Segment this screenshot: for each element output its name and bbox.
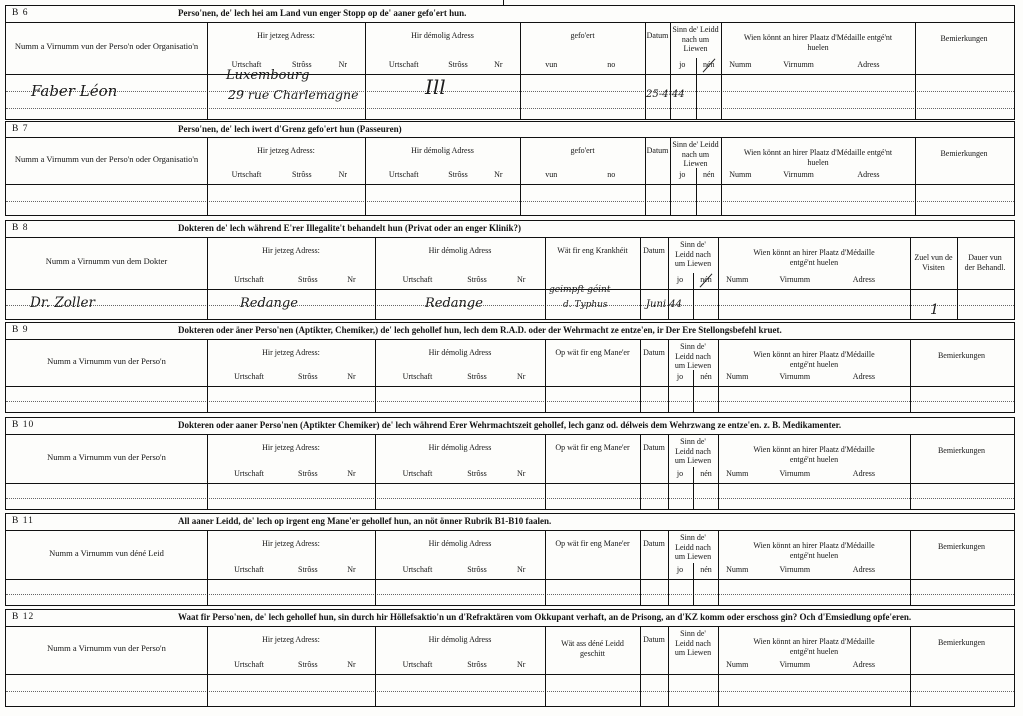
form-row-line [6, 108, 1014, 109]
column-label: Datum [646, 31, 669, 40]
header-divider [6, 579, 1014, 580]
column-label: Sinn de' Leidd nach um Liewen [674, 342, 712, 370]
column-label: Zuel vun de Visiten [914, 253, 953, 272]
alive-yes-no-divider [696, 58, 697, 119]
column-sublabel: Adress [852, 275, 876, 284]
column-header-duration [957, 237, 1013, 289]
column-sublabel: Urtschaft [231, 60, 262, 69]
column-sublabel: Strôss [467, 660, 487, 669]
form-row-line [6, 691, 1014, 692]
form-section-b7 [5, 121, 1015, 216]
column-sublabel: Virnumm [779, 275, 811, 284]
handwritten-name: Faber Léon [31, 82, 118, 100]
column-header-remarks [915, 137, 1013, 184]
handwritten-illness: d. Typhus [563, 300, 608, 310]
column-sublabel: Strôss [298, 469, 318, 478]
column-sublabel: Adress [852, 660, 876, 669]
column-header-medal-recipient [718, 237, 910, 289]
column-header-date [645, 137, 670, 184]
column-label: Hir démolig Adress [411, 146, 474, 155]
handwritten-former-address: Redange [425, 296, 483, 311]
section-code: B 7 [12, 124, 29, 134]
alive-yes-no-divider [696, 168, 697, 215]
form-row-line [6, 498, 1014, 499]
column-header-remarks [910, 530, 1013, 579]
column-sublabel: Nr [347, 469, 356, 478]
column-label: Bemierkungen [937, 638, 986, 647]
column-header-medal-recipient [721, 137, 915, 184]
column-label: Hir démolig Adress [428, 539, 492, 548]
column-sublabel: Virnumm [779, 565, 811, 574]
section-code: B 12 [12, 612, 35, 622]
column-label: Wät fir eng Krankhéit [557, 246, 628, 255]
form-row-line [6, 401, 1014, 402]
column-label: Sinn de' Leidd nach um Liewen [674, 437, 712, 465]
column-sublabel: Nr [494, 170, 503, 179]
header-divider [6, 289, 1014, 290]
column-label: Wien könnt an hirer Plaatz d'Médaille entgé'nt huelen [753, 248, 875, 267]
header-divider [6, 184, 1014, 185]
column-sublabel: jo [676, 565, 684, 574]
column-sublabel: Numm [726, 565, 749, 574]
column-sublabel: Urtschaft [234, 469, 264, 478]
column-sublabel: vun [545, 60, 558, 69]
column-sublabel: Nr [516, 660, 526, 669]
column-sublabel: jo [676, 275, 684, 284]
column-sublabel: Urtschaft [402, 469, 433, 478]
handwritten-date: 25-4-44 [646, 89, 685, 100]
column-sublabel: jo [679, 60, 686, 69]
column-sublabel: Nr [516, 469, 526, 478]
column-header-current-address [207, 22, 365, 74]
column-label: Wien könnt an hirer Plaatz d'Médaille entgé'nt huelen [753, 445, 875, 464]
section-code: B 8 [12, 223, 29, 233]
alive-yes-no-divider [693, 563, 694, 605]
column-sublabel: jo [676, 469, 684, 478]
alive-yes-no-divider [693, 273, 694, 319]
column-sublabel: no [607, 170, 616, 179]
form-row-line [6, 594, 1014, 595]
column-header-name [6, 530, 207, 579]
column-label: Sinn de' Leidd nach um Liewen [674, 629, 712, 657]
column-label: Op wät fir eng Mane'er [555, 443, 630, 452]
column-header-former-address [365, 22, 520, 74]
column-label: Dauer vun der Behandl. [964, 253, 1006, 272]
column-header-remarks [910, 434, 1013, 483]
column-header-name [6, 339, 207, 386]
section-code: B 10 [12, 420, 35, 430]
column-sublabel: Numm [729, 170, 752, 179]
column-header-medal-recipient [718, 530, 910, 579]
column-sublabel: Nr [347, 372, 356, 381]
column-label: Hir jetzeg Adress: [257, 31, 315, 40]
column-sublabel: Urtschaft [402, 372, 433, 381]
column-header-medal-recipient [718, 626, 910, 674]
column-label: Datum [643, 348, 665, 357]
column-header-date [640, 237, 668, 289]
handwritten-illness: geimpft géint [549, 285, 611, 295]
column-header-alive [668, 626, 718, 674]
column-header-name [6, 137, 207, 184]
column-header-former-address [375, 626, 545, 674]
section-title: Perso'nen, de' lech hei am Land vun enger Stopp op de' aaner gefo'ert hun. [178, 8, 467, 18]
column-header-date [645, 22, 670, 74]
column-header-medal-recipient [721, 22, 915, 74]
form-section-b11 [5, 513, 1015, 606]
column-header-name [6, 22, 207, 74]
column-sublabel: Strôss [298, 372, 318, 381]
column-header-name [6, 237, 207, 289]
column-header-date [640, 530, 668, 579]
column-label: Wien könnt an hirer Plaatz d'Médaille entgé'nt huelen [753, 541, 875, 560]
column-sublabel: Adress [857, 60, 880, 69]
column-label: Wien könnt an hirer Plaatz d'Médaille entgé'nt huelen [753, 350, 875, 369]
column-label: Datum [643, 635, 665, 644]
column-sublabel: Strôss [467, 275, 487, 284]
column-sublabel: Numm [726, 372, 749, 381]
section-code: B 11 [12, 516, 34, 526]
column-sublabel: Adress [852, 469, 876, 478]
column-label: Bemierkungen [937, 446, 986, 455]
column-header-date [640, 339, 668, 386]
column-label: Bemierkungen [937, 351, 986, 360]
column-sublabel: Nr [494, 60, 503, 69]
column-header-former-address [375, 434, 545, 483]
column-sublabel: Urtschaft [234, 660, 264, 669]
column-sublabel: jo [676, 372, 684, 381]
column-header-remarks [910, 339, 1013, 386]
section-code: B 9 [12, 325, 29, 335]
column-header-former-address [365, 137, 520, 184]
column-label: Bemierkungen [937, 542, 986, 551]
column-label: Numm a Virnumm vun der Perso'n [47, 451, 166, 462]
column-label: Wien könnt an hirer Plaatz d'Médaille entgé'nt huelen [743, 148, 893, 167]
column-label: Sinn de' Leidd nach um Liewen [672, 25, 719, 53]
column-sublabel: Virnumm [779, 660, 811, 669]
column-label: Datum [643, 443, 665, 452]
column-header-manner [545, 530, 640, 579]
column-sublabel: Numm [726, 469, 749, 478]
section-code: B 6 [12, 8, 29, 18]
section-title: Dokteren oder aaner Perso'nen (Aptikter Chemiker) de' lech während Erer Wehrmachtszeit gehollef, lech ganz od. délweis dem Wehrzwang ze entze'en. z. B. Medikamenter. [178, 420, 842, 430]
column-sublabel: jo [679, 170, 686, 179]
column-label: Numm a Virnumm vun der Perso'n [47, 355, 166, 366]
column-label: Hir jetzeg Adress: [262, 348, 320, 357]
column-sublabel: Adress [852, 565, 876, 574]
column-label: Wät ass déné Leidd geschitt [561, 639, 624, 658]
alive-yes-no-divider [693, 370, 694, 412]
column-label: Sinn de' Leidd nach um Liewen [672, 140, 719, 168]
column-label: Hir jetzeg Adress: [262, 635, 320, 644]
column-header-illness [545, 237, 640, 289]
column-sublabel: Numm [726, 275, 749, 284]
column-sublabel: Urtschaft [234, 565, 264, 574]
column-label: Hir jetzeg Adress: [262, 539, 320, 548]
column-sublabel: Urtschaft [388, 60, 419, 69]
handwritten-name: Dr. Zoller [30, 295, 95, 311]
column-sublabel: Nr [516, 275, 526, 284]
column-header-former-address [375, 339, 545, 386]
column-header-former-address [375, 237, 545, 289]
column-label: Op wät fir eng Mane'er [555, 348, 630, 357]
column-label: Datum [646, 146, 669, 155]
section-title: All aaner Leidd, de' lech op irgent eng Mane'er gehollef hun, an nöt önner Rubrik B1-B10 faalen. [178, 516, 552, 526]
column-label: Numm a Virnumm vun der Perso'n oder Organisatio'n [14, 41, 199, 51]
column-header-visits [910, 237, 957, 289]
column-sublabel: no [607, 60, 616, 69]
column-sublabel: Urtschaft [234, 372, 264, 381]
column-sublabel: Strôss [448, 60, 468, 69]
form-row-line [6, 201, 1014, 202]
form-section-b8 [5, 220, 1015, 320]
column-sublabel: Virnumm [779, 469, 811, 478]
column-sublabel: Nr [516, 372, 526, 381]
section-title: Dokteren oder äner Perso'nen (Aptikter, Chemiker,) de' lech gehollef hun, lech dem R.A.D. oder der Wehrmacht ze entze'en, ir Der Ere Stellongsbefehl kruet. [178, 325, 782, 335]
column-sublabel: Nr [516, 565, 526, 574]
form-section-b9 [5, 322, 1015, 413]
column-header-transported [520, 137, 645, 184]
column-header-name [6, 434, 207, 483]
handwritten-visits: 1 [930, 302, 939, 318]
column-label: Hir jetzeg Adress: [262, 246, 320, 255]
column-sublabel: Strôss [448, 170, 468, 179]
column-sublabel: nén [702, 60, 715, 69]
column-sublabel: Strôss [298, 275, 318, 284]
column-sublabel: Strôss [467, 469, 487, 478]
column-header-current-address [207, 137, 365, 184]
column-label: Hir démolig Adress [428, 635, 492, 644]
column-header-current-address [207, 237, 375, 289]
form-section-b6 [5, 5, 1015, 120]
column-sublabel: Strôss [467, 372, 487, 381]
column-label: Numm a Virnumm vun der Perso'n oder Organisatio'n [14, 153, 199, 164]
column-sublabel: Urtschaft [231, 170, 262, 179]
form-row-line [6, 91, 1014, 92]
column-sublabel: Strôss [467, 565, 487, 574]
column-sublabel: Nr [347, 275, 356, 284]
column-header-name [6, 626, 207, 674]
header-divider [6, 674, 1014, 675]
column-label: Datum [643, 246, 665, 255]
column-label: Numm a Virnumm vun dem Dokter [45, 256, 168, 266]
handwritten-current-address: Luxembourg [226, 68, 310, 83]
column-sublabel: Strôss [292, 170, 312, 179]
column-label: Op wät fir eng Mane'er [555, 539, 630, 548]
column-sublabel: Virnumm [783, 170, 814, 179]
column-label: Numm a Virnumm vun der Perso'n [47, 643, 166, 653]
column-header-date [640, 434, 668, 483]
column-sublabel: Urtschaft [402, 660, 433, 669]
column-header-current-address [207, 434, 375, 483]
column-sublabel: Urtschaft [234, 275, 264, 284]
column-sublabel: Numm [729, 60, 752, 69]
column-sublabel: Strôss [298, 565, 318, 574]
column-label: Sinn de' Leidd nach um Liewen [674, 533, 712, 561]
header-divider [6, 74, 1014, 75]
column-label: Sinn de' Leidd nach um Liewen [674, 240, 712, 268]
form-section-b12 [5, 609, 1015, 707]
column-sublabel: nén [700, 565, 712, 574]
column-label: Wien könnt an hirer Plaatz d'Médaille entgé'nt huelen [753, 637, 875, 656]
column-sublabel: Nr [338, 170, 348, 179]
header-divider [6, 386, 1014, 387]
column-label: Hir démolig Adress [428, 443, 492, 452]
alive-yes-no-divider [693, 467, 694, 509]
section-title: Dokteren de' lech während E'rer Illegalite't behandelt hun (Privat oder an enger Klinik?) [178, 223, 522, 233]
column-header-current-address [207, 530, 375, 579]
column-sublabel: Urtschaft [402, 275, 433, 284]
column-sublabel: nén [702, 170, 715, 179]
column-sublabel: Nr [338, 60, 348, 69]
column-header-remarks [910, 626, 1013, 674]
section-title: Perso'nen, de' lech iwert d'Grenz gefo'ert hun (Passeuren) [178, 124, 402, 134]
column-header-current-address [207, 339, 375, 386]
column-label: Wien könnt an hirer Plaatz d'Médaille entgé'nt huelen [743, 33, 893, 52]
column-label: Hir jetzeg Adress: [262, 443, 320, 452]
column-label: Datum [643, 539, 665, 548]
column-sublabel: Adress [852, 372, 876, 381]
column-label: Hir démolig Adress [428, 246, 492, 255]
header-divider [6, 483, 1014, 484]
column-label: Numm a Virnumm vun déné Leid [49, 547, 164, 558]
column-sublabel: Urtschaft [402, 565, 433, 574]
column-sublabel: Adress [857, 170, 880, 179]
form-section-b10 [5, 417, 1015, 510]
column-sublabel: Virnumm [783, 60, 814, 69]
column-header-remarks [915, 22, 1013, 74]
section-title: Waat fir Perso'nen, de' lech gehollef hun, sin durch hir Höllefsaktio'n un d'Refraktären vom Okkupant verhaft, an de Prisong, an d'KZ komm oder erschoss gin? Och d'Emsiedlung opfe'eren. [178, 612, 912, 622]
handwritten-former-address: Ill [425, 75, 446, 99]
column-label: Hir démolig Adress [411, 31, 474, 40]
column-label: Bemierkungen [940, 34, 988, 43]
column-sublabel: Nr [347, 660, 356, 669]
column-label: gefo'ert [570, 31, 595, 40]
form-row-line [6, 305, 1014, 306]
column-header-happened [545, 626, 640, 674]
column-sublabel: Urtschaft [388, 170, 419, 179]
handwritten-current-address: Redange [240, 296, 298, 311]
column-sublabel: Strôss [298, 660, 318, 669]
column-header-medal-recipient [718, 339, 910, 386]
column-header-date [640, 626, 668, 674]
column-header-manner [545, 339, 640, 386]
column-header-medal-recipient [718, 434, 910, 483]
column-header-transported [520, 22, 645, 74]
column-sublabel: nén [700, 372, 712, 381]
column-label: gefo'ert [570, 146, 595, 155]
column-label: Hir jetzeg Adress: [257, 146, 315, 155]
column-sublabel: Virnumm [779, 372, 811, 381]
column-label: Hir démolig Adress [428, 348, 492, 357]
column-header-former-address [375, 530, 545, 579]
column-header-current-address [207, 626, 375, 674]
column-sublabel: nén [700, 275, 712, 284]
column-sublabel: Nr [347, 565, 356, 574]
column-header-manner [545, 434, 640, 483]
handwritten-current-address: 29 rue Charlemagne [228, 87, 359, 102]
column-sublabel: nén [700, 469, 712, 478]
handwritten-date: Juni 44 [646, 299, 682, 310]
column-sublabel: vun [545, 170, 558, 179]
column-sublabel: Numm [726, 660, 749, 669]
column-sublabel: Strôss [292, 60, 312, 69]
column-label: Bemierkungen [940, 149, 988, 158]
